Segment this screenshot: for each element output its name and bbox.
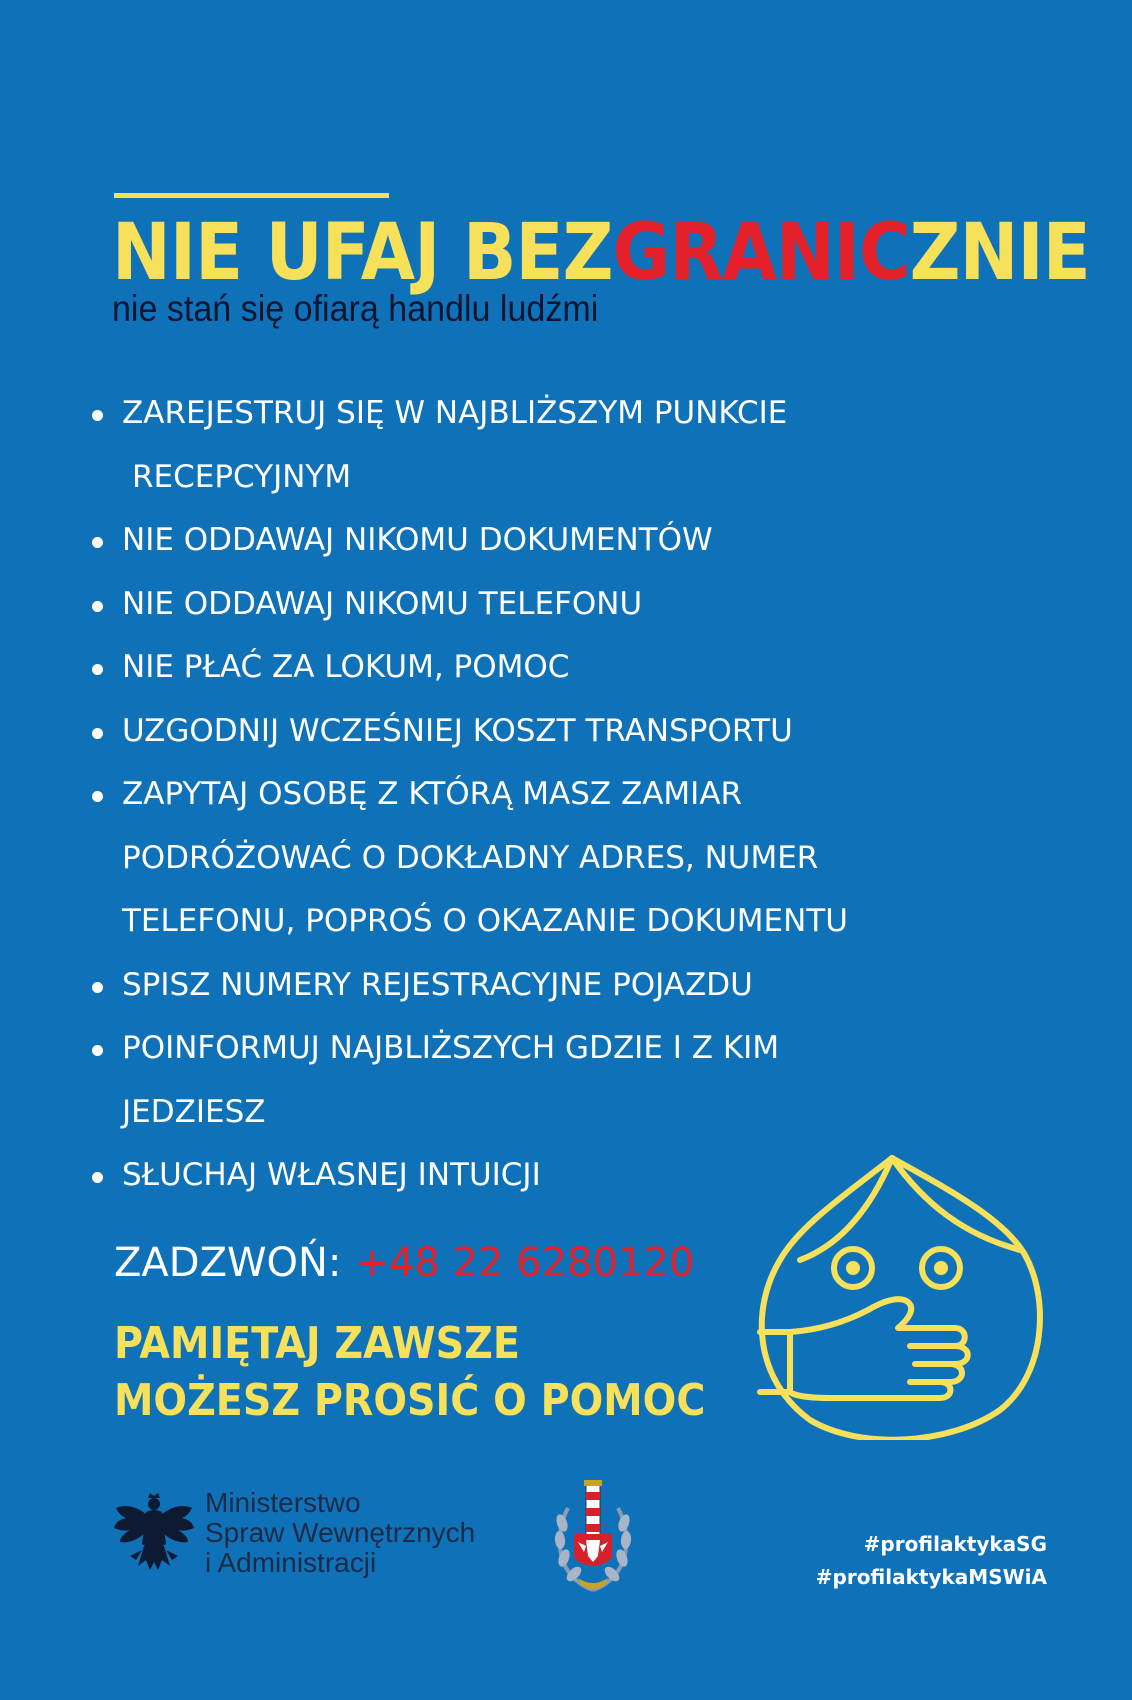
tip-item [92,382,992,509]
headline-part-3: ZNIE [909,208,1090,298]
tip-line: TELEFONU, POPROŚ O OKAZANIE DOKUMENTU [122,903,848,939]
headline [112,205,1090,301]
tip-line: NIE PŁAĆ ZA LOKUM, POMOC [122,649,570,685]
tip-item [92,573,992,637]
call-label: ZADZWOŃ: [114,1240,342,1286]
headline-part-1: NIE UFAJ BEZ [112,208,613,298]
tip-item [92,700,992,764]
remember-line-2: MOŻESZ PROSIĆ O POMOC [114,1375,706,1426]
hashtag-sg[interactable]: #profilaktykaSG [863,1532,1047,1556]
tip-item [92,954,992,1018]
hashtag-mswia[interactable]: #profilaktykaMSWiA [815,1565,1047,1589]
bullet-dot-icon [92,410,103,421]
tip-line: RECEPCYJNYM [132,458,352,495]
tip-item [92,1017,992,1144]
bullet-dot-icon [92,791,103,802]
tip-line: ZAPYTAJ OSOBĘ Z KTÓRĄ MASZ ZAMIAR [122,776,743,812]
phone-number[interactable]: +48 22 6280120 [355,1240,695,1286]
tip-line: SŁUCHAJ WŁASNEJ INTUICJI [122,1157,541,1193]
hashtags [816,1528,1047,1594]
subtitle: nie stań się ofiarą handlu ludźmi [112,288,599,329]
tip-item [92,509,992,573]
remember-message [114,1315,705,1429]
bullet-dot-icon [92,601,103,612]
ministry-line-2: Spraw Wewnętrznych [205,1517,476,1548]
ministry-line-3: i Administracji [205,1547,377,1578]
border-guard-emblem-icon [548,1478,638,1596]
headline-part-2-highlight: GRANIC [612,208,910,298]
face-covering-mouth-icon [750,1150,1050,1440]
tip-item [92,636,992,700]
call-line [114,1240,694,1286]
tip-line: NIE ODDAWAJ NIKOMU DOKUMENTÓW [122,522,713,558]
tip-line: ZAREJESTRUJ SIĘ W NAJBLIŻSZYM PUNKCIE [122,395,788,431]
bullet-dot-icon [92,1045,103,1056]
polish-eagle-emblem-icon [112,1490,196,1580]
bullet-dot-icon [92,537,103,548]
tip-line: UZGODNIJ WCZEŚNIEJ KOSZT TRANSPORTU [122,712,793,749]
remember-line-1: PAMIĘTAJ ZAWSZE [114,1318,520,1369]
ministry-line-1: Ministerstwo [205,1487,361,1518]
ministry-name [205,1488,475,1578]
tip-item [92,763,992,954]
bullet-dot-icon [92,728,103,739]
bullet-dot-icon [92,1172,103,1183]
bullet-dot-icon [92,982,103,993]
bullet-dot-icon [92,664,103,675]
tip-line: PODRÓŻOWAĆ O DOKŁADNY ADRES, NUMER [122,839,819,876]
tip-line: NIE ODDAWAJ NIKOMU TELEFONU [122,585,643,622]
tip-line: SPISZ NUMERY REJESTRACYJNE POJAZDU [122,966,753,1003]
tip-line: JEDZIESZ [122,1093,266,1130]
tip-line: POINFORMUJ NAJBLIŻSZYCH GDZIE I Z KIM [122,1030,780,1066]
decorative-top-line [114,193,389,198]
tips-list [92,382,992,1208]
